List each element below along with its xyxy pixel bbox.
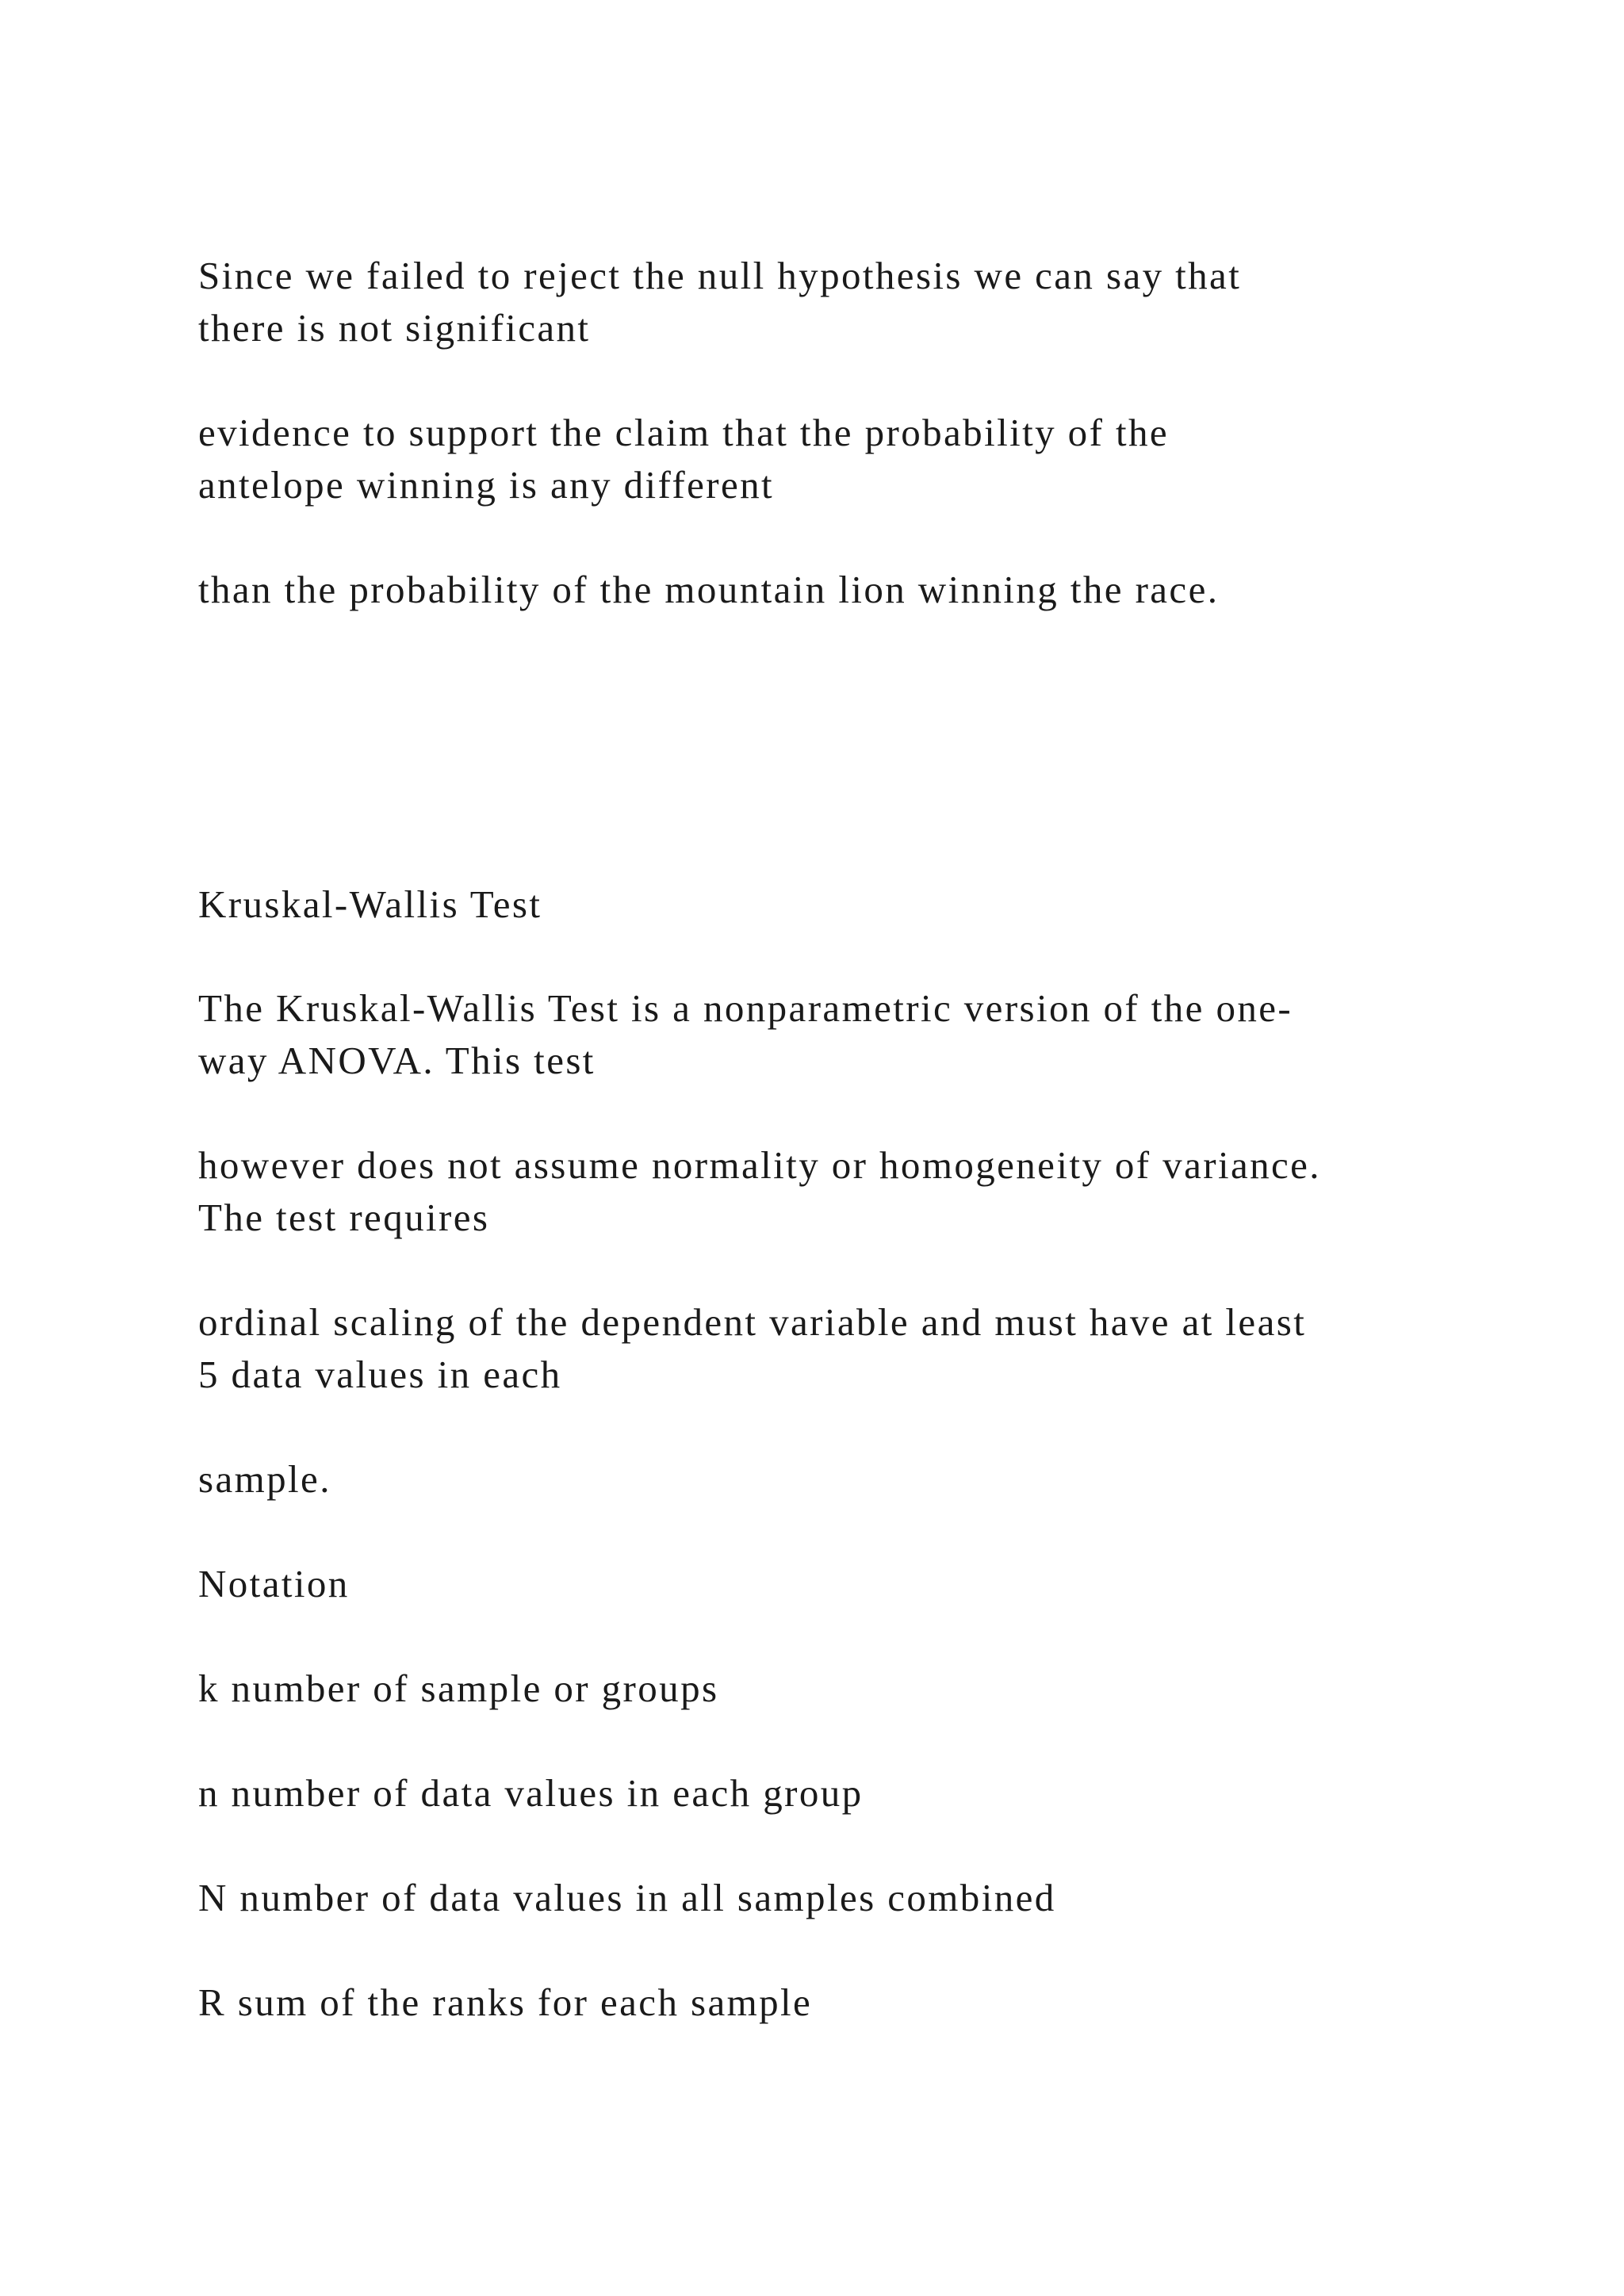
paragraph-5-line-2: way ANOVA. This test (198, 1039, 596, 1082)
notation-item-R: R sum of the ranks for each sample (198, 1980, 813, 2024)
paragraph-7-line-2: 5 data values in each (198, 1353, 562, 1396)
paragraph-8-line-1: sample. (198, 1457, 331, 1501)
paragraph-2-line-1: evidence to support the claim that the probability of the (198, 411, 1170, 454)
notation-item-k: k number of sample or groups (198, 1667, 719, 1710)
notation-item-N: N number of data values in all samples combined (198, 1876, 1056, 1919)
paragraph-7-line-1: ordinal scaling of the dependent variable and must have at least (198, 1300, 1307, 1344)
paragraph-5-line-1: The Kruskal-Wallis Test is a nonparametric version of the one- (198, 986, 1293, 1030)
paragraph-1-line-1: Since we failed to reject the null hypothesis we can say that (198, 254, 1242, 297)
paragraph-1-line-2: there is not significant (198, 306, 591, 350)
notation-item-n: n number of data values in each group (198, 1771, 864, 1815)
notation-heading: Notation (198, 1562, 350, 1605)
paragraph-6-line-1: however does not assume normality or homogeneity of variance. (198, 1143, 1321, 1187)
section-heading: Kruskal-Wallis Test (198, 882, 542, 926)
paragraph-2-line-2: antelope winning is any different (198, 463, 775, 507)
paragraph-6-line-2: The test requires (198, 1196, 490, 1239)
paragraph-3-line-1: than the probability of the mountain lion winning the race. (198, 568, 1220, 611)
